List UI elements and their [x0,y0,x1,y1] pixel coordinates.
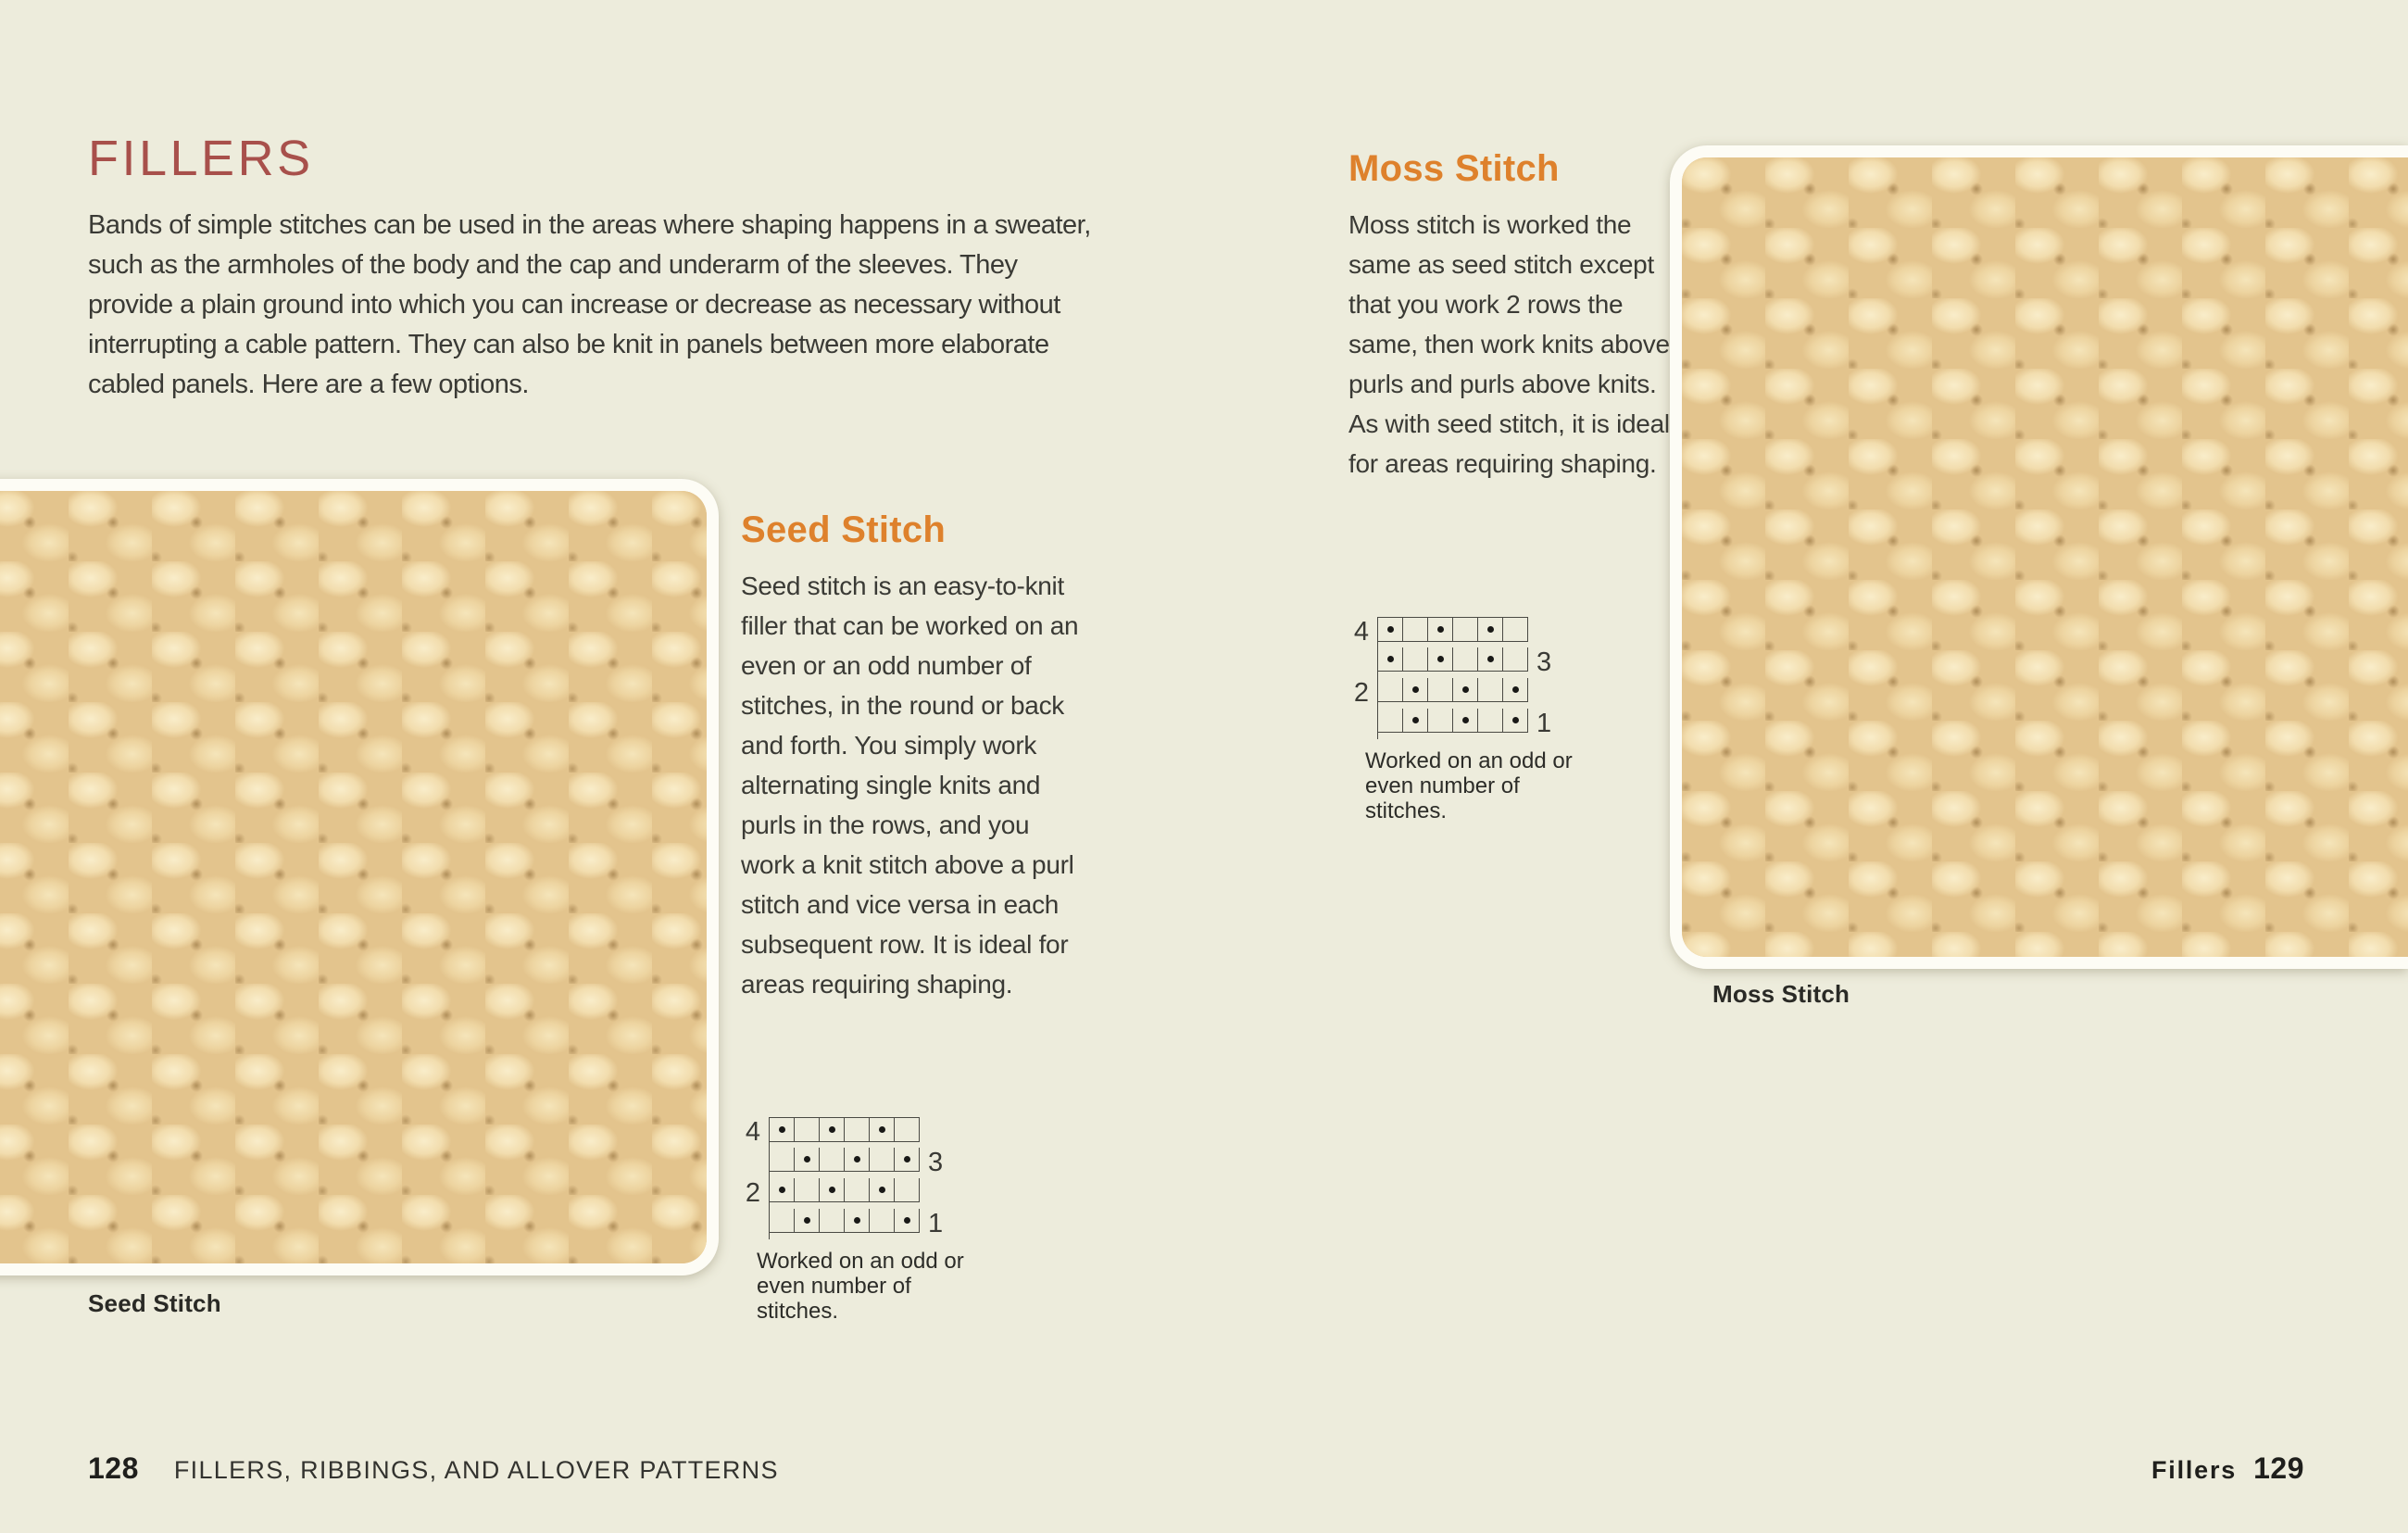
chart-cells [1377,647,1528,678]
chart-cell-purl [795,1209,820,1233]
chart-cell-knit [795,1118,820,1142]
moss-chart-caption: Worked on an odd or even number of stitches. [1365,748,1573,823]
chart-cell-purl [1428,647,1453,672]
moss-stitch-section [1348,148,1677,484]
chart-cells [1377,709,1528,739]
chart-row [1348,678,1576,709]
seed-section-heading: Seed Stitch [741,509,947,550]
chart-row-number [920,1178,949,1209]
chart-row-number [1348,647,1377,678]
chart-cell-knit [1378,709,1403,733]
chart-cell-knit [820,1148,845,1172]
chart-row-number [739,1148,769,1178]
footer-chapter-label: Fillers [2151,1456,2238,1484]
chart-row [1348,709,1576,739]
chart-cell-knit [1428,709,1453,733]
chart-row [739,1117,968,1148]
chart-cell-knit [1478,678,1503,702]
seed-chart-caption: Worked on an odd or even number of stitches. [757,1249,964,1324]
chart-cell-purl [1403,709,1428,733]
chart-row-number [739,1209,769,1239]
chart-cell-knit [1378,678,1403,702]
chart-cell-knit [1453,647,1478,672]
seed-chart-grid [739,1117,968,1239]
purl-dot [779,1187,785,1193]
chart-cell-knit [895,1118,920,1142]
chart-cell-knit [820,1209,845,1233]
seed-stitch-photo [0,479,719,1275]
chart-cell-knit [1453,618,1478,642]
chart-cell-purl [1503,678,1528,702]
chart-cells [769,1148,920,1178]
seed-stitch-section [741,509,1085,1004]
chart-cell-knit [1503,618,1528,642]
purl-dot [1512,717,1519,723]
chart-row-number: 1 [928,1209,944,1238]
purl-dot [854,1217,860,1224]
chart-row-number: 3 [928,1148,944,1177]
chart-cell-purl [1428,618,1453,642]
left-page-footer [88,1451,779,1486]
purl-dot [1437,656,1444,662]
purl-dot [1387,656,1394,662]
chart-row-number: 4 [745,1117,760,1147]
chart-cell-purl [845,1148,870,1172]
chart-row-number [1528,617,1558,647]
chart-cell-purl [895,1148,920,1172]
purl-dot [1512,686,1519,693]
purl-dot [829,1126,835,1133]
moss-section-heading: Moss Stitch [1348,148,1560,189]
chart-row-number: 4 [1353,617,1369,647]
purl-dot [779,1126,785,1133]
purl-dot [804,1217,810,1224]
chart-cell-purl [795,1148,820,1172]
purl-dot [854,1156,860,1162]
chart-cell-knit [845,1178,870,1202]
right-page-number: 129 [2253,1451,2304,1485]
purl-dot [1462,686,1469,693]
purl-dot [1487,656,1494,662]
page-title: FILLERS [88,131,314,186]
chart-cell-knit [1403,647,1428,672]
chart-row [1348,617,1576,647]
chart-cells [769,1209,920,1239]
chart-cell-purl [870,1178,895,1202]
chart-row [739,1178,968,1209]
moss-stitch-chart [1348,617,1576,823]
chart-cell-knit [845,1118,870,1142]
purl-dot [1412,686,1419,693]
moss-photo-caption: Moss Stitch [1712,980,1850,1008]
chart-cell-purl [820,1118,845,1142]
chart-cell-purl [845,1209,870,1233]
chart-cells [769,1178,920,1209]
chart-cell-knit [1403,618,1428,642]
seed-photo-caption: Seed Stitch [88,1289,221,1317]
chart-cell-purl [1478,618,1503,642]
chart-cell-purl [770,1178,795,1202]
chart-cell-purl [1403,678,1428,702]
seed-stitch-chart [739,1117,968,1324]
seed-section-body: Seed stitch is an easy-to-knit filler that can be worked on an even or an odd number of stitches, in the round or back and forth. You simply work alternating single knits and purls in the rows, and you work a knit stitch above a purl stitch and vice versa in each subsequent row. It is ideal for areas requiring shaping. [741,572,1079,999]
chart-cell-knit [895,1178,920,1202]
seed-stitch-swatch-texture [0,491,707,1263]
chart-cell-knit [770,1209,795,1233]
purl-dot [1412,717,1419,723]
chart-row-number [920,1117,949,1148]
purl-dot [1462,717,1469,723]
chart-cell-purl [1378,647,1403,672]
purl-dot [1487,626,1494,633]
chart-row [739,1148,968,1178]
chart-cell-knit [770,1148,795,1172]
moss-stitch-photo [1670,145,2408,969]
moss-section-body: Moss stitch is worked the same as seed stitch except that you work 2 rows the same, then work knits above purls and purls above knits. As with seed stitch, it is ideal for areas requiring shaping. [1348,210,1670,478]
chart-cell-purl [870,1118,895,1142]
chart-cell-knit [795,1178,820,1202]
purl-dot [904,1217,910,1224]
chart-cell-purl [1453,709,1478,733]
chart-cell-knit [870,1148,895,1172]
purl-dot [1387,626,1394,633]
right-page-footer [2151,1451,2304,1486]
chart-row-number: 1 [1536,709,1552,738]
purl-dot [879,1187,885,1193]
intro-paragraph: Bands of simple stitches can be used in the areas where shaping happens in a sweater, such as the armholes of the body and the cap and underarm of the sleeves. They provide a plain ground into which you can increase or decrease as necessary without interrupting a cable pattern. They can also be knit in panels between more elaborate cabled panels. Here are a few options. [88,210,1091,399]
chart-cell-purl [1478,647,1503,672]
chart-cell-knit [870,1209,895,1233]
left-page-number: 128 [88,1451,139,1485]
purl-dot [804,1156,810,1162]
purl-dot [1437,626,1444,633]
moss-stitch-swatch-texture [1682,157,2408,957]
chart-row [1348,647,1576,678]
chart-cell-purl [895,1209,920,1233]
chart-cell-knit [1478,709,1503,733]
purl-dot [879,1126,885,1133]
chart-cells [769,1117,920,1148]
chart-row-number [1348,709,1377,739]
moss-chart-grid [1348,617,1576,739]
chart-cell-knit [1428,678,1453,702]
chart-cells [1377,678,1528,709]
chart-cell-purl [770,1118,795,1142]
chart-cells [1377,617,1528,647]
chart-row-number: 3 [1536,647,1552,677]
chart-cell-knit [1503,647,1528,672]
chart-cell-purl [1453,678,1478,702]
chart-cell-purl [1503,709,1528,733]
chart-row-number [1528,678,1558,709]
chart-cell-purl [1378,618,1403,642]
chart-row-number: 2 [1353,678,1369,708]
running-title: FILLERS, RIBBINGS, AND ALLOVER PATTERNS [173,1456,779,1484]
chart-cell-purl [820,1178,845,1202]
purl-dot [904,1156,910,1162]
chart-row-number: 2 [745,1178,760,1208]
chart-row [739,1209,968,1239]
purl-dot [829,1187,835,1193]
